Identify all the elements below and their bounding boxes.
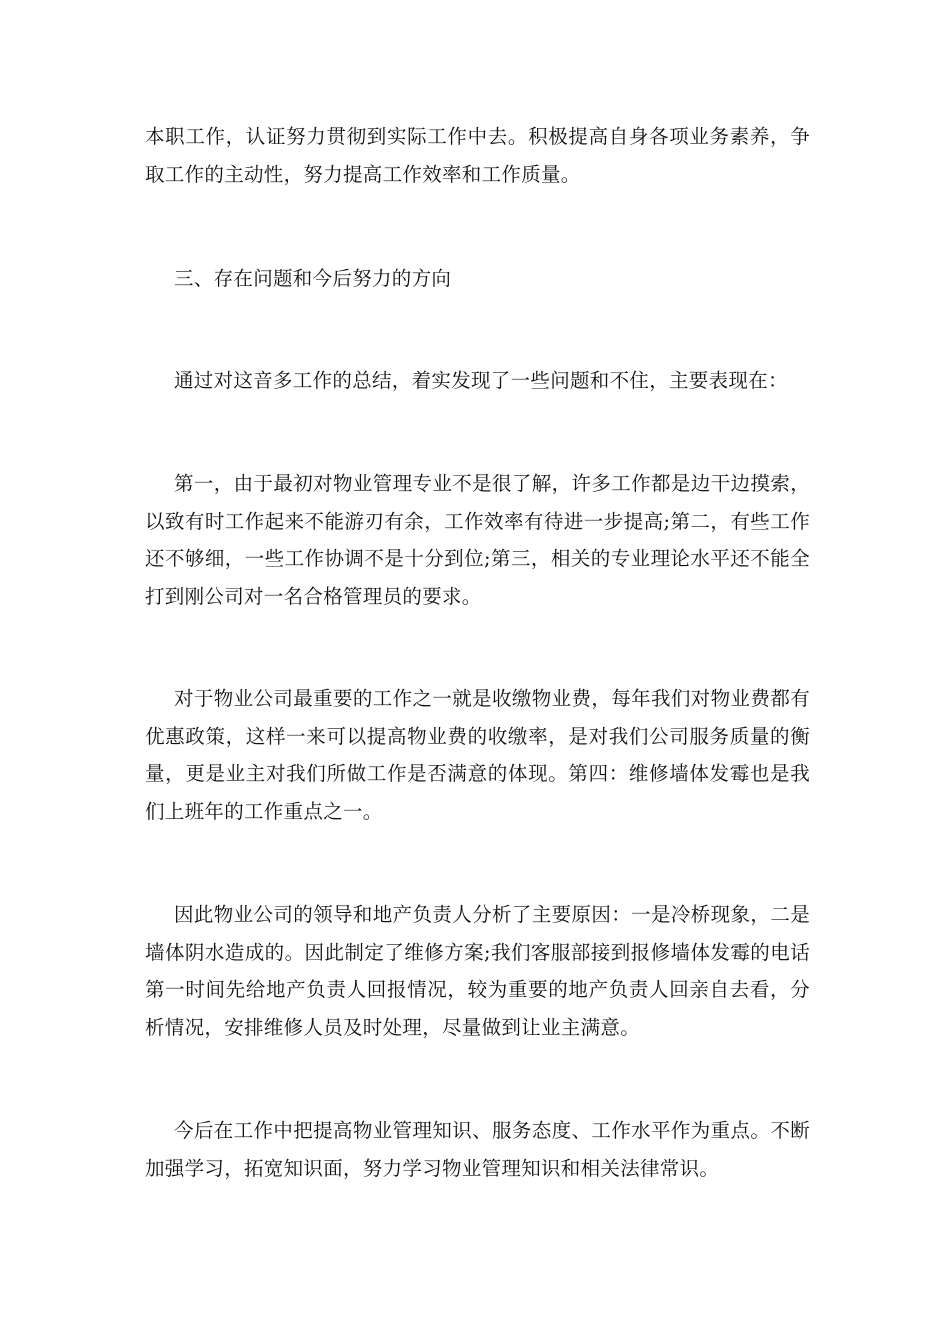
paragraph-summary-intro: 通过对这音多工作的总结，着实发现了一些问题和不住，主要表现在：: [174, 369, 788, 392]
paragraph-wall-mold-analysis: 因此物业公司的领导和地产负责人分析了主要原因：一是冷桥现象，二是墙体阴水造成的。因此制定了维修方案;我们客服部接到报修墙体发霉的电话第一时间先给地产负责人回报情况，较为重要的地产负责人回亲自去看，分析情况，安排维修人员及时处理，尽量做到让业主满意。: [145, 903, 810, 1039]
paragraph-future-plan: 今后在工作中把提高物业管理知识、服务态度、工作水平作为重点。不断加强学习，拓宽知识面，努力学习物业管理知识和相关法律常识。: [145, 1119, 810, 1180]
paragraph-continuation: 本职工作，认证努力贯彻到实际工作中去。积极提高自身各项业务素养，争取工作的主动性，努力提高工作效率和工作质量。: [145, 125, 810, 186]
paragraph-property-fee: 对于物业公司最重要的工作之一就是收缴物业费，每年我们对物业费都有优惠政策，这样一来可以提高物业费的收缴率，是对我们公司服务质量的衡量，更是业主对我们所做工作是否满意的体现。第四：维修墙体发霉也是我们上班年的工作重点之一。: [145, 687, 810, 823]
paragraph-problems-list: 第一，由于最初对物业管理专业不是很了解，许多工作都是边干边摸索，以致有时工作起来不能游刃有余，工作效率有待进一步提高;第二，有些工作还不够细，一些工作协调不是十分到位;第三，相关的专业理论水平还不能全打到刚公司对一名合格管理员的要求。: [145, 472, 810, 608]
section-heading-problems-and-direction: 三、存在问题和今后努力的方向: [174, 267, 452, 290]
